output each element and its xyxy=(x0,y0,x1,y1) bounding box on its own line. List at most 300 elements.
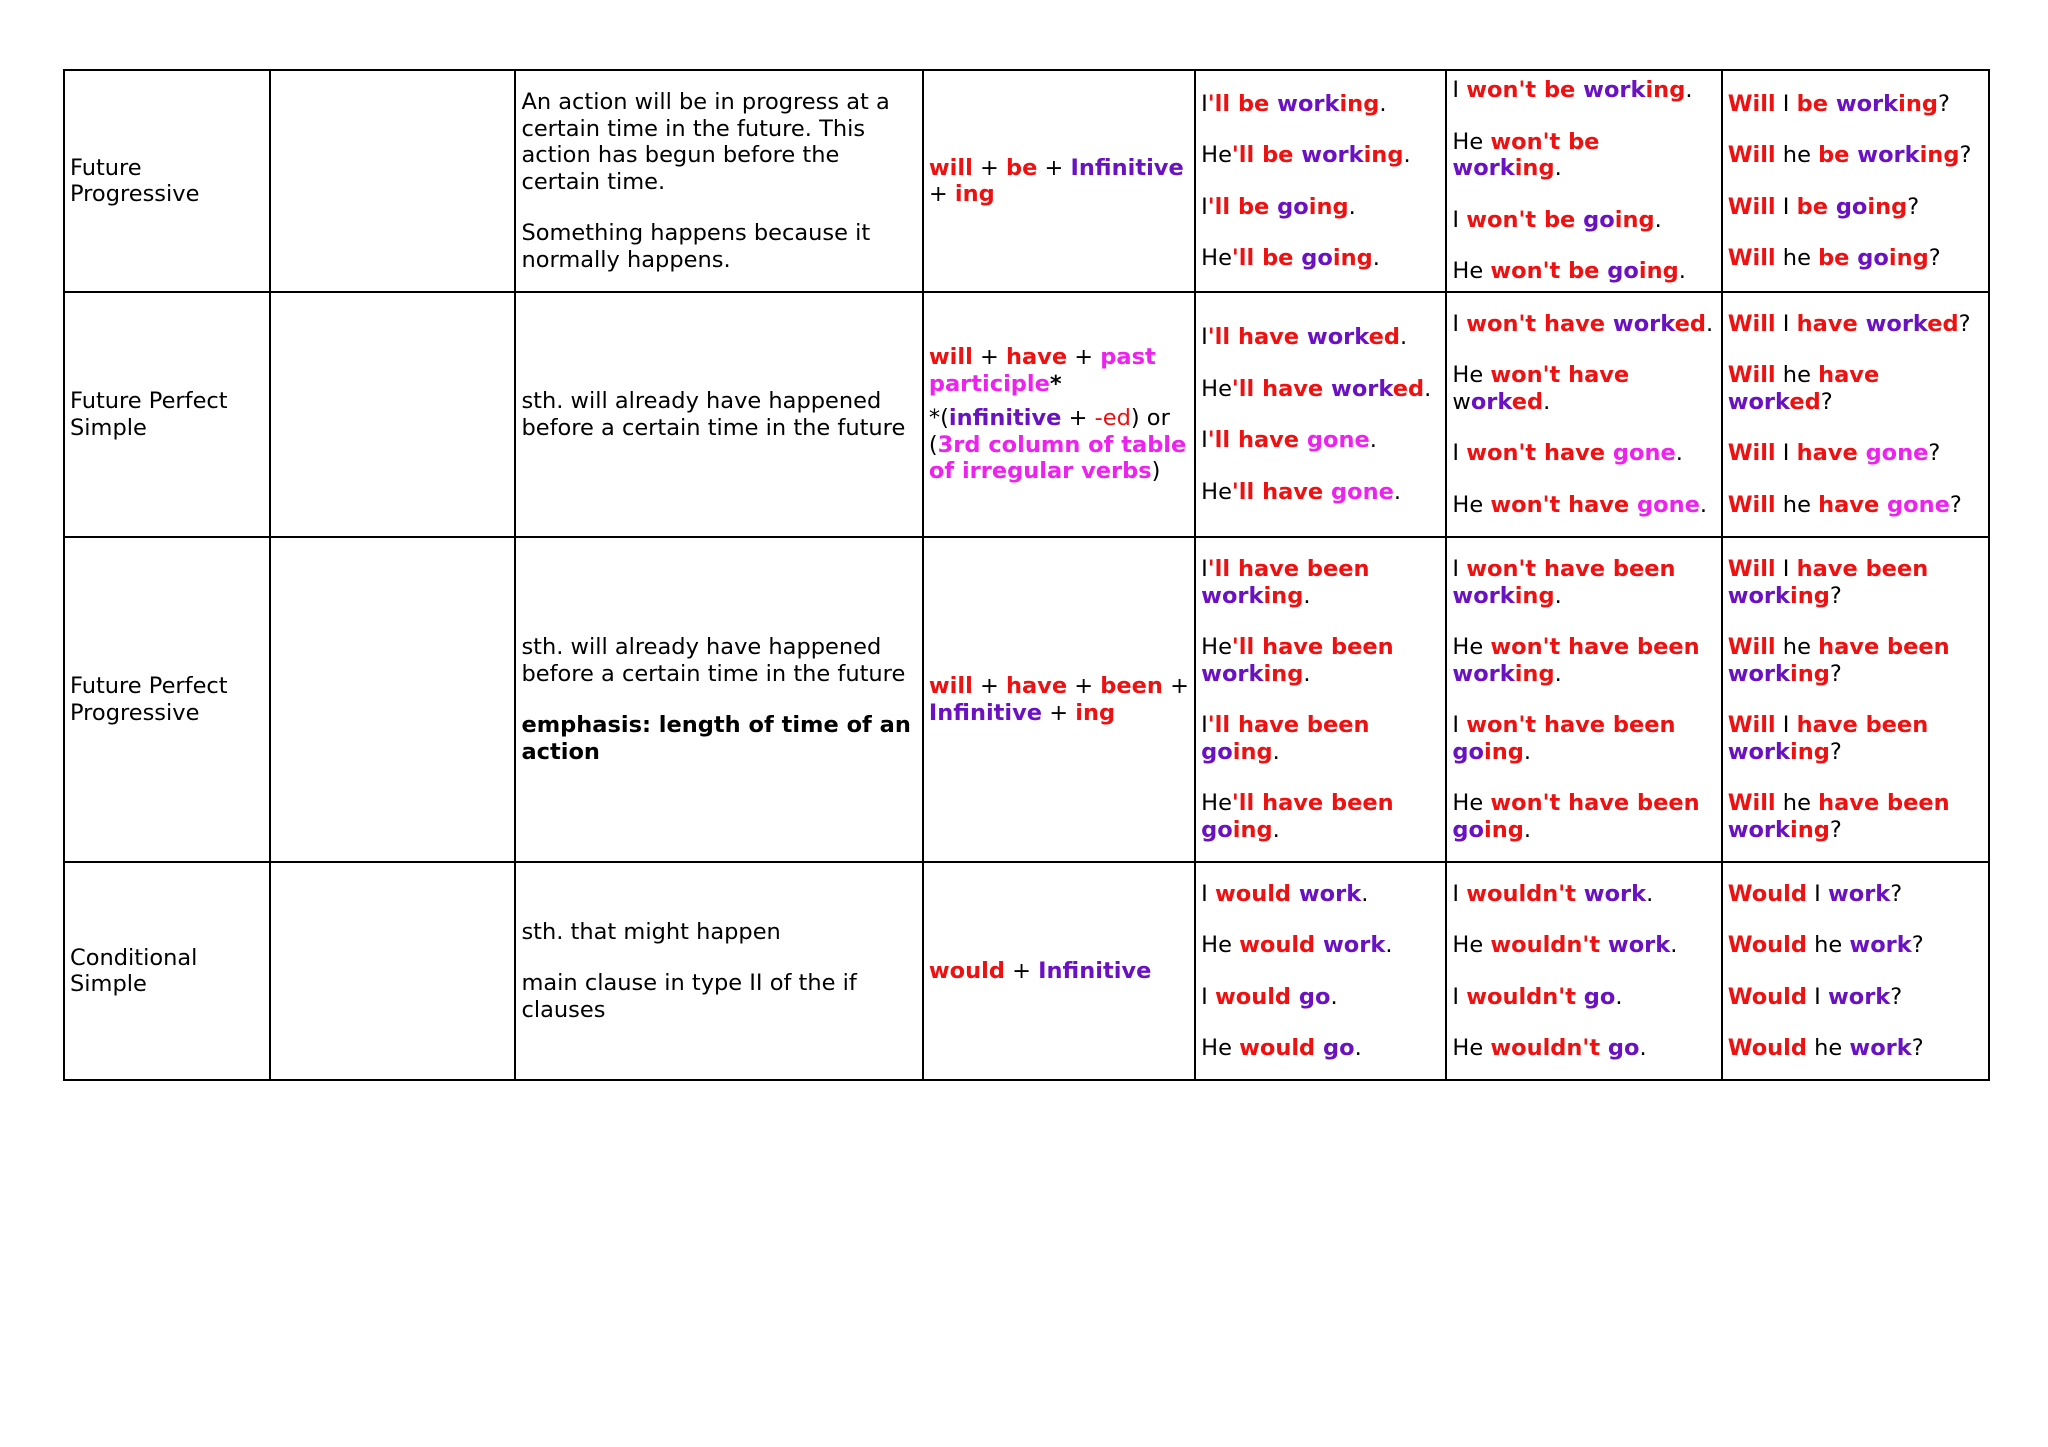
text-run: ing xyxy=(1514,660,1555,687)
text-run: wouldn't xyxy=(1490,932,1608,958)
question-examples-cell xyxy=(1722,537,1989,862)
text-run: ? xyxy=(1928,245,1941,271)
example-sentence xyxy=(1728,556,1983,609)
example-sentence xyxy=(1201,91,1440,118)
text-run: + xyxy=(972,673,1006,699)
text-run: ing xyxy=(1075,699,1116,726)
text-run: ing xyxy=(1790,660,1830,687)
text-run: ed xyxy=(1789,388,1821,415)
text-run: + xyxy=(1067,344,1101,371)
text-run: ed xyxy=(1674,310,1706,337)
text-run: go xyxy=(1201,816,1233,843)
text-run: go xyxy=(1323,1035,1355,1061)
example-sentence xyxy=(1201,376,1440,403)
text-run: Will xyxy=(1727,142,1776,168)
text-run: ed xyxy=(1368,324,1400,350)
table-row xyxy=(64,70,1989,292)
text-run: . xyxy=(1303,660,1311,687)
text-run: I xyxy=(1452,310,1467,337)
text-run: ing xyxy=(1263,660,1304,687)
text-run: work xyxy=(1827,983,1891,1010)
text-run: work xyxy=(1452,582,1515,609)
text-run: he xyxy=(1775,245,1819,271)
example-sentence xyxy=(1728,142,1983,169)
text-run: go xyxy=(1201,738,1233,765)
use-text: emphasis: length of time of an action xyxy=(521,712,911,765)
text-run: ) xyxy=(1151,458,1161,485)
use-cell xyxy=(515,70,922,292)
text-run: I xyxy=(1775,310,1797,337)
text-run: work xyxy=(1727,660,1790,687)
text-run: ing xyxy=(1790,582,1830,609)
text-run: ed xyxy=(1511,388,1544,415)
text-run: I xyxy=(1201,712,1208,738)
text-run: He xyxy=(1201,142,1232,168)
text-run: ed xyxy=(1927,310,1959,337)
text-run: have been xyxy=(1796,712,1929,738)
example-sentence xyxy=(1452,207,1715,234)
text-run: + xyxy=(1042,699,1076,726)
text-run: would xyxy=(928,957,1005,984)
text-run: 'll have been xyxy=(1207,556,1370,582)
text-run: won't have been xyxy=(1466,556,1676,582)
text-run: He xyxy=(1452,790,1491,816)
tense-table xyxy=(63,69,1990,1081)
text-run: have been xyxy=(1818,790,1950,816)
text-run: . xyxy=(1554,155,1562,182)
tense-name-cell xyxy=(64,292,270,537)
text-run: go xyxy=(1835,193,1868,220)
text-run: ed xyxy=(1392,375,1425,402)
text-run: . xyxy=(1399,324,1408,350)
text-run: go xyxy=(1452,738,1484,765)
example-sentence xyxy=(1452,440,1715,467)
text-run: I xyxy=(1452,77,1467,104)
text-run: ing xyxy=(1638,258,1679,285)
text-run: ing xyxy=(954,181,995,207)
text-run: . xyxy=(1424,375,1432,402)
text-run: Will xyxy=(1727,491,1776,518)
text-run: work xyxy=(1827,880,1891,907)
text-run: I xyxy=(1452,712,1467,738)
text-run: Will xyxy=(1727,310,1776,337)
text-run: ? xyxy=(1829,816,1842,843)
text-run: 'll have xyxy=(1231,375,1332,402)
text-run: + xyxy=(928,181,955,207)
example-sentence xyxy=(1201,479,1440,506)
example-sentence xyxy=(1728,984,1983,1011)
text-run: work xyxy=(1301,142,1364,168)
example-sentence xyxy=(1728,362,1983,415)
text-run: I xyxy=(1201,427,1208,453)
text-run: Would xyxy=(1727,880,1807,907)
text-run: work xyxy=(1583,880,1647,907)
text-run: have xyxy=(1796,440,1866,467)
text-run: won't be xyxy=(1490,128,1600,155)
text-run: will xyxy=(928,344,973,371)
text-run: be xyxy=(1005,154,1038,181)
text-run: work xyxy=(1857,142,1920,168)
text-run: I xyxy=(1201,324,1208,350)
text-run: . xyxy=(1369,427,1377,453)
text-run: work xyxy=(1323,932,1386,958)
example-sentence xyxy=(1728,492,1983,519)
text-run: work xyxy=(1727,816,1790,843)
text-run: 'll have been xyxy=(1231,634,1394,660)
text-run: work xyxy=(1452,660,1515,687)
use-text: sth. will already have happened before a certain time in the future xyxy=(521,388,906,441)
table-body xyxy=(64,70,1989,1080)
table-row xyxy=(64,862,1989,1080)
text-run: Will xyxy=(1727,440,1776,467)
use-cell xyxy=(515,292,922,537)
text-run: gone xyxy=(1887,491,1950,518)
text-run: ing xyxy=(1514,582,1555,609)
text-run: . xyxy=(1639,1035,1647,1061)
text-run: gone xyxy=(1637,491,1700,518)
example-sentence xyxy=(1452,634,1715,687)
text-run: work xyxy=(1277,90,1340,117)
text-run: I xyxy=(1807,983,1828,1010)
text-run: . xyxy=(1272,738,1280,765)
text-run: . xyxy=(1654,206,1662,233)
empty-cell xyxy=(270,537,515,862)
tense-name: Future Perfect Simple xyxy=(70,388,228,441)
text-run: . xyxy=(1393,478,1402,505)
text-run: . xyxy=(1403,142,1411,168)
text-run: have xyxy=(1005,344,1068,371)
text-run: . xyxy=(1699,491,1708,518)
text-run: won't have been xyxy=(1490,634,1700,660)
text-run: he xyxy=(1775,491,1819,518)
text-run: . xyxy=(1554,660,1562,687)
text-run: work xyxy=(1201,582,1264,609)
tense-name: Future Perfect Progressive xyxy=(70,673,228,726)
text-run: ing xyxy=(1888,245,1929,271)
form-cell xyxy=(923,537,1195,862)
use-text: sth. will already have happened before a certain time in the future xyxy=(521,634,906,687)
positive-examples-cell xyxy=(1195,537,1446,862)
use-text: Something happens because it normally happens. xyxy=(521,220,871,273)
text-run: I xyxy=(1775,90,1797,117)
text-run: gone xyxy=(1865,440,1929,467)
text-run: He xyxy=(1452,362,1491,389)
text-run: Will xyxy=(1727,362,1776,389)
example-sentence xyxy=(1201,194,1440,221)
text-run: ing xyxy=(1867,193,1908,220)
text-run: . xyxy=(1348,193,1356,220)
text-run: I xyxy=(1201,556,1208,582)
text-run: will xyxy=(928,673,973,699)
text-run: He xyxy=(1201,932,1240,958)
example-sentence xyxy=(1452,712,1715,765)
text-run: 'll be xyxy=(1207,90,1278,117)
example-sentence xyxy=(1728,311,1983,338)
text-run: he xyxy=(1775,634,1819,660)
text-run: . xyxy=(1361,880,1369,907)
text-run: . xyxy=(1354,1035,1362,1061)
example-sentence xyxy=(1452,362,1715,415)
text-run: will xyxy=(928,154,973,181)
text-run: ? xyxy=(1958,310,1971,337)
text-run: 'll be xyxy=(1231,245,1302,271)
text-run: ing xyxy=(1645,77,1686,104)
text-run: would xyxy=(1214,983,1299,1010)
example-sentence xyxy=(1452,932,1715,959)
example-sentence xyxy=(1201,881,1440,908)
text-run: 'll have been xyxy=(1207,712,1370,738)
example-sentence xyxy=(1728,1035,1983,1062)
tense-name-cell xyxy=(64,70,270,292)
positive-examples-cell xyxy=(1195,862,1446,1080)
question-examples-cell xyxy=(1722,70,1989,292)
text-run: ork xyxy=(1470,388,1512,415)
text-run: go xyxy=(1277,193,1309,220)
use-text: sth. that might happen xyxy=(521,918,781,945)
text-run: wouldn't xyxy=(1466,880,1584,907)
text-run: . xyxy=(1615,983,1623,1010)
text-run: + xyxy=(1037,154,1071,181)
text-run: w xyxy=(1452,388,1471,415)
text-run: He xyxy=(1452,128,1491,155)
text-run: He xyxy=(1452,258,1491,285)
text-run: work xyxy=(1298,880,1362,907)
text-run: Will xyxy=(1727,556,1776,582)
text-run: won't have xyxy=(1490,362,1630,389)
text-run: He xyxy=(1452,634,1491,660)
text-run: Would xyxy=(1727,1035,1807,1061)
text-run: have been xyxy=(1818,634,1950,660)
text-run: go xyxy=(1607,1035,1640,1061)
text-run: won't have xyxy=(1466,310,1613,337)
text-run: Will xyxy=(1727,90,1776,117)
form-text xyxy=(929,405,1189,485)
tense-name: Future Progressive xyxy=(70,154,200,207)
text-run: go xyxy=(1857,245,1889,271)
text-run: be xyxy=(1818,245,1858,271)
text-run: ing xyxy=(1263,582,1304,609)
text-run: won't have been xyxy=(1490,790,1700,816)
text-run: -ed xyxy=(1094,405,1131,432)
text-run: work xyxy=(1727,582,1790,609)
positive-examples-cell xyxy=(1195,70,1446,292)
text-run: work xyxy=(1452,155,1515,182)
text-run: ? xyxy=(1829,738,1842,765)
example-sentence xyxy=(1201,790,1440,843)
text-run: wouldn't xyxy=(1466,983,1584,1010)
text-run: I xyxy=(1452,880,1467,907)
example-sentence xyxy=(1728,440,1983,467)
text-run: he xyxy=(1775,790,1819,816)
text-run: ? xyxy=(1959,142,1972,168)
text-run: have xyxy=(1818,362,1880,389)
text-run: ing xyxy=(1919,142,1960,168)
example-sentence xyxy=(1452,984,1715,1011)
text-run: Infinitive xyxy=(1070,154,1184,181)
text-run: be xyxy=(1796,90,1836,117)
text-run: he xyxy=(1775,142,1819,168)
empty-cell xyxy=(270,70,515,292)
text-run: ? xyxy=(1911,1035,1924,1061)
text-run: work xyxy=(1607,932,1671,958)
text-run: won't have xyxy=(1490,491,1638,518)
text-run: ? xyxy=(1820,388,1833,415)
text-run: ing xyxy=(1790,738,1830,765)
text-run: Will xyxy=(1727,712,1776,738)
text-run: I xyxy=(1452,556,1467,582)
text-run: ing xyxy=(1898,90,1938,117)
text-run: go xyxy=(1583,983,1616,1010)
text-run: 'll be xyxy=(1207,193,1278,220)
text-run: work xyxy=(1849,932,1912,958)
example-sentence xyxy=(1728,245,1983,272)
text-run: won't be xyxy=(1466,77,1584,104)
negative-examples-cell xyxy=(1446,537,1721,862)
text-run: . xyxy=(1385,932,1393,958)
text-run: ) or ( xyxy=(928,405,1170,458)
example-sentence xyxy=(1452,881,1715,908)
text-run: Will xyxy=(1727,245,1776,271)
tense-name-cell xyxy=(64,862,270,1080)
text-run: go xyxy=(1583,206,1615,233)
text-run: gone xyxy=(1306,427,1370,453)
text-run: work xyxy=(1865,310,1928,337)
positive-examples-cell xyxy=(1195,292,1446,537)
text-run: ing xyxy=(1790,816,1830,843)
text-run: be xyxy=(1796,193,1836,220)
text-run: ? xyxy=(1907,193,1920,220)
text-run: Would xyxy=(1727,932,1807,958)
text-run: + xyxy=(972,154,1006,181)
text-run: ? xyxy=(1911,932,1924,958)
text-run: won't have been xyxy=(1466,712,1676,738)
text-run: . xyxy=(1523,738,1531,765)
tense-name: Conditional Simple xyxy=(70,944,198,997)
text-run: ? xyxy=(1890,983,1903,1010)
text-run: He xyxy=(1201,1035,1240,1061)
text-run: Infinitive xyxy=(1038,957,1152,984)
empty-cell xyxy=(270,292,515,537)
example-sentence xyxy=(1452,492,1715,519)
text-run: . xyxy=(1675,440,1683,467)
text-run: Will xyxy=(1727,790,1776,816)
example-sentence xyxy=(1201,984,1440,1011)
use-cell xyxy=(515,537,922,862)
form-cell xyxy=(923,862,1195,1080)
example-sentence xyxy=(1728,932,1983,959)
text-run: ? xyxy=(1928,440,1941,467)
text-run: I xyxy=(1775,712,1797,738)
text-run: work xyxy=(1201,660,1264,687)
text-run: wouldn't xyxy=(1490,1035,1608,1061)
text-run: I xyxy=(1452,983,1467,1010)
text-run: . xyxy=(1379,90,1387,117)
example-sentence xyxy=(1728,712,1983,765)
tense-name-cell xyxy=(64,537,270,862)
text-run: would xyxy=(1239,1035,1323,1061)
text-run: I xyxy=(1201,880,1215,907)
text-run: ing xyxy=(1339,90,1380,117)
example-sentence xyxy=(1452,556,1715,609)
text-run: + xyxy=(1067,673,1101,699)
text-run: work xyxy=(1835,90,1899,117)
text-run: go xyxy=(1301,245,1333,271)
text-run: . xyxy=(1330,983,1338,1010)
question-examples-cell xyxy=(1722,862,1989,1080)
form-text xyxy=(929,344,1189,397)
text-run: ing xyxy=(1514,155,1555,182)
text-run: Will xyxy=(1727,634,1776,660)
text-run: infinitive xyxy=(948,405,1062,432)
negative-examples-cell xyxy=(1446,862,1721,1080)
text-run: + xyxy=(1162,673,1189,699)
text-run: would xyxy=(1214,880,1299,907)
text-run: He xyxy=(1201,790,1232,816)
text-run: 'll have xyxy=(1207,324,1307,350)
text-run: work xyxy=(1727,738,1790,765)
example-sentence xyxy=(1728,881,1983,908)
text-run: past participle xyxy=(928,344,1156,397)
text-run: I xyxy=(1807,880,1828,907)
text-run: I xyxy=(1201,90,1208,117)
text-run: work xyxy=(1583,77,1646,104)
text-run: ? xyxy=(1829,660,1842,687)
example-sentence xyxy=(1452,1035,1715,1062)
text-run: He xyxy=(1452,1035,1491,1061)
text-run: work xyxy=(1331,375,1393,402)
example-sentence xyxy=(1452,790,1715,843)
text-run: . xyxy=(1685,77,1693,104)
negative-examples-cell xyxy=(1446,70,1721,292)
table-row xyxy=(64,292,1989,537)
text-run: he xyxy=(1807,1035,1850,1061)
text-run: ing xyxy=(1308,193,1349,220)
text-run: . xyxy=(1670,932,1678,958)
text-run: . xyxy=(1372,245,1380,271)
example-sentence xyxy=(1201,324,1440,351)
text-run: won't have xyxy=(1466,440,1613,467)
text-run: be xyxy=(1818,142,1858,168)
form-text xyxy=(929,958,1189,985)
text-run: ing xyxy=(1232,738,1273,765)
text-run: 'll be xyxy=(1231,142,1302,168)
text-run: 'll have xyxy=(1207,427,1307,453)
text-run: ing xyxy=(1614,206,1655,233)
text-run: Would xyxy=(1727,983,1807,1010)
text-run: work xyxy=(1612,310,1675,337)
text-run: ? xyxy=(1890,880,1903,907)
example-sentence xyxy=(1201,427,1440,454)
example-sentence xyxy=(1452,77,1715,104)
text-run: . xyxy=(1523,816,1531,843)
text-run: . xyxy=(1543,388,1551,415)
text-run: He xyxy=(1201,634,1232,660)
example-sentence xyxy=(1201,245,1440,272)
text-run: He xyxy=(1452,491,1491,518)
text-run: I xyxy=(1201,983,1215,1010)
text-run: go xyxy=(1452,816,1484,843)
text-run: . xyxy=(1705,310,1714,337)
text-run: ing xyxy=(1232,816,1273,843)
text-run: have xyxy=(1818,491,1888,518)
question-examples-cell xyxy=(1722,292,1989,537)
use-text: main clause in type II of the if clauses xyxy=(521,970,857,1023)
text-run: have xyxy=(1796,310,1866,337)
text-run: ing xyxy=(1483,816,1524,843)
text-run: gone xyxy=(1612,440,1676,467)
text-run: I xyxy=(1201,193,1208,220)
example-sentence xyxy=(1201,712,1440,765)
